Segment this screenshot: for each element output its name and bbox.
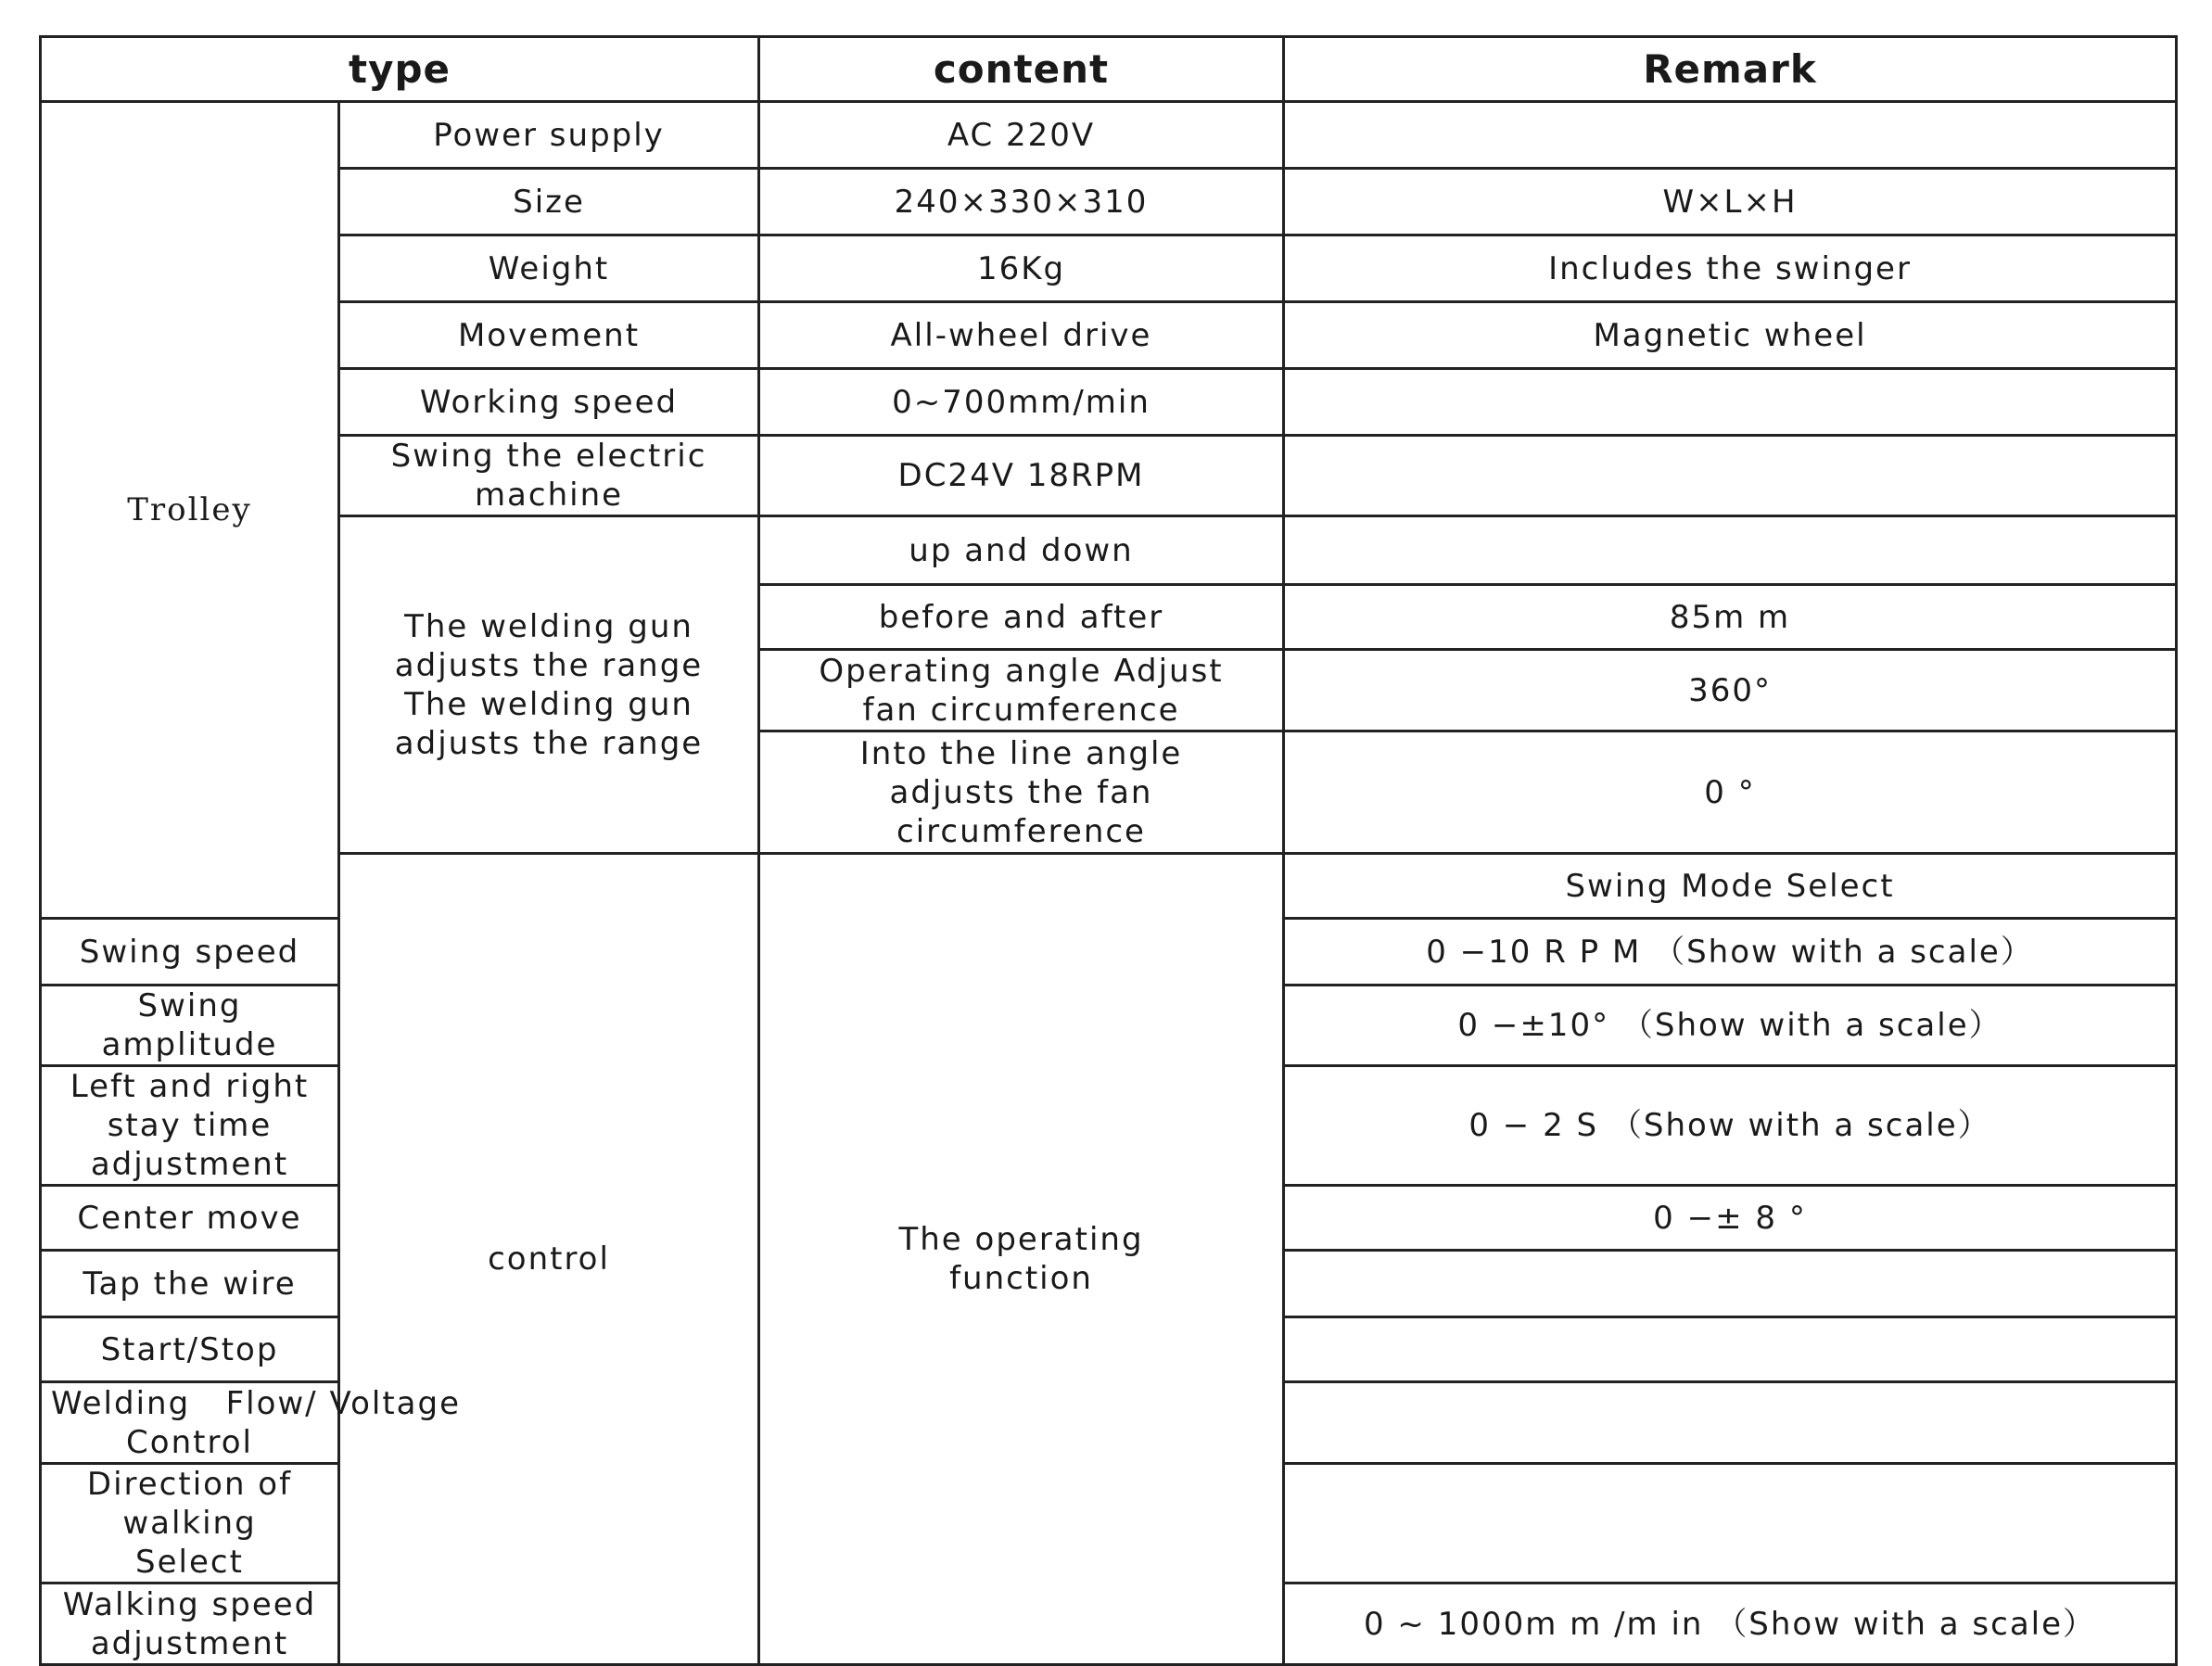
header-remark: Remark [1284, 37, 2177, 102]
row-remark: 0 ° [1284, 731, 2177, 854]
table-row [41, 436, 2177, 516]
subgroup-line: The operating [898, 1221, 1144, 1258]
row-content: 0~700mm/min [759, 369, 1284, 436]
row-remark: 0 ~ 1000m m /m in （Show with a scale） [1284, 1583, 2177, 1665]
row-content: All-wheel drive [759, 302, 1284, 369]
subgroup-line: The welding gun [404, 607, 693, 645]
table-row [41, 302, 2177, 369]
row-content: 16Kg [759, 235, 1284, 302]
row-remark: 0 −±10° （Show with a scale） [1284, 986, 2177, 1066]
subgroup-line: The welding gun [404, 685, 693, 723]
subgroup-line: adjusts the range [394, 724, 704, 762]
row-remark: 360° [1284, 650, 2177, 731]
row-content: before and after [759, 585, 1284, 650]
row-label: Size [339, 169, 759, 235]
content-line: Control [126, 1423, 253, 1461]
row-remark [1284, 369, 2177, 436]
row-remark [1284, 1251, 2177, 1317]
subgroup-line: function [949, 1260, 1093, 1297]
subgroup-gun-range [339, 516, 759, 854]
row-remark [1284, 1382, 2177, 1464]
content-line: fan circumference [862, 691, 1180, 729]
table-row [41, 169, 2177, 235]
table-row [41, 854, 2177, 919]
row-content: Swing amplitude [41, 986, 339, 1066]
content-line: Walking speed [62, 1585, 317, 1623]
table-row [41, 235, 2177, 302]
row-content: Swing Mode Select [1284, 854, 2177, 919]
row-label: Movement [339, 302, 759, 369]
header-content: content [759, 37, 1284, 102]
header-type: type [41, 37, 759, 102]
content-line: circumference [896, 812, 1146, 850]
row-remark [1284, 436, 2177, 516]
row-content [41, 1464, 339, 1583]
row-label: Power supply [339, 102, 759, 169]
content-line: adjustment [90, 1146, 289, 1183]
row-remark: 0 −± 8 ° [1284, 1186, 2177, 1251]
spec-table [39, 35, 2178, 1666]
row-label: Working speed [339, 369, 759, 436]
row-remark: Magnetic wheel [1284, 302, 2177, 369]
row-remark [1284, 102, 2177, 169]
content-line: Select [135, 1544, 244, 1581]
label-line: Swing the electric [390, 438, 707, 475]
row-label: Weight [339, 235, 759, 302]
row-content: up and down [759, 516, 1284, 585]
row-content: 240×330×310 [759, 169, 1284, 235]
content-line: adjustment [90, 1624, 289, 1662]
row-remark [1284, 1317, 2177, 1382]
content-line: Welding Flow/ Voltage [51, 1384, 461, 1422]
group-control: control [339, 854, 759, 1665]
row-remark [1284, 1464, 2177, 1583]
row-label [339, 436, 759, 516]
content-line: Operating angle Adjust [819, 652, 1224, 690]
row-content: Tap the wire [41, 1251, 339, 1317]
table-row [41, 516, 2177, 585]
row-content: Start/Stop [41, 1317, 339, 1382]
label-line: machine [474, 477, 624, 514]
row-content: Swing speed [41, 919, 339, 986]
row-remark: 0 − 2 S （Show with a scale） [1284, 1066, 2177, 1186]
row-content [759, 650, 1284, 731]
row-remark [1284, 516, 2177, 585]
content-line: adjusts the fan [889, 773, 1153, 811]
row-content: AC 220V [759, 102, 1284, 169]
content-line: Into the line angle [859, 734, 1183, 772]
row-remark: 0 −10 R P M （Show with a scale） [1284, 919, 2177, 986]
group-trolley: Trolley [41, 102, 339, 919]
row-content: DC24V 18RPM [759, 436, 1284, 516]
row-remark: 85m m [1284, 585, 2177, 650]
row-content [41, 1066, 339, 1186]
table-row [41, 102, 2177, 169]
table-row [41, 369, 2177, 436]
subgroup-operating-function [759, 854, 1284, 1665]
row-content [759, 731, 1284, 854]
content-line: Direction of walking [86, 1466, 293, 1542]
row-content: Center move [41, 1186, 339, 1251]
row-content [41, 1382, 461, 1464]
row-content [41, 1583, 339, 1665]
row-remark: Includes the swinger [1284, 235, 2177, 302]
header-row [41, 37, 2177, 102]
row-remark: W×L×H [1284, 169, 2177, 235]
subgroup-line: adjusts the range [394, 646, 704, 684]
content-line: Left and right stay time [70, 1068, 310, 1144]
